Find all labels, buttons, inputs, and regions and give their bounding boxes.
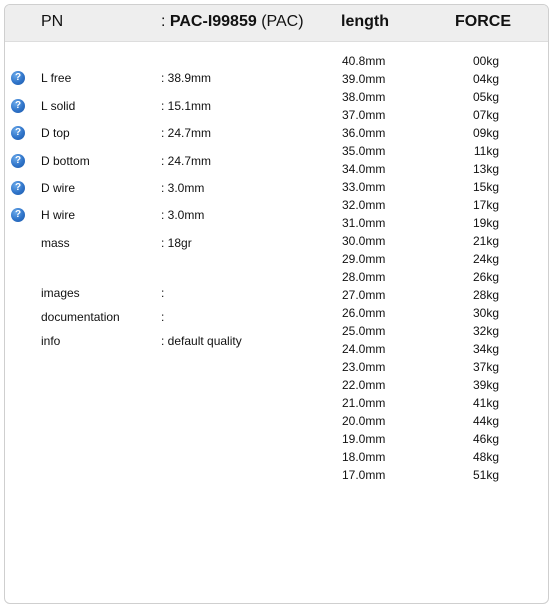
force-value: 32kg [472, 324, 499, 338]
force-row [5, 144, 549, 162]
force-row [5, 360, 549, 378]
spring-detail-panel [4, 4, 549, 604]
property-label: info [41, 334, 61, 348]
force-value: 21kg [472, 234, 499, 248]
force-row [5, 216, 549, 234]
force-value: 44kg [472, 414, 499, 428]
help-icon[interactable]: ? [11, 181, 25, 195]
part-number: PAC-I99859 [169, 13, 257, 30]
property-label: L free [41, 71, 72, 85]
force-value: 39kg [472, 378, 499, 392]
force-row [5, 450, 549, 468]
help-icon[interactable]: ? [11, 208, 25, 222]
length-value: 40.8mm [342, 54, 386, 68]
length-value: 29.0mm [342, 252, 386, 266]
force-row [5, 252, 549, 270]
force-column-header: FORCE [455, 13, 511, 30]
length-value: 26.0mm [342, 306, 386, 320]
help-icon[interactable]: ? [11, 126, 25, 140]
force-value: 48kg [472, 450, 499, 464]
force-value: 46kg [472, 432, 499, 446]
property-value: : [161, 310, 165, 324]
force-row [5, 288, 549, 306]
force-value: 34kg [472, 342, 499, 356]
force-row [5, 126, 549, 144]
length-value: 36.0mm [342, 126, 386, 140]
force-value: 26kg [472, 270, 499, 284]
force-value: 17kg [472, 198, 499, 212]
property-value: : default quality [161, 334, 242, 348]
property-label: mass [41, 236, 70, 250]
help-icon[interactable]: ? [11, 154, 25, 168]
length-value: 33.0mm [342, 180, 386, 194]
length-value: 28.0mm [342, 270, 386, 284]
force-row [5, 270, 549, 288]
force-row [5, 396, 549, 414]
part-suffix: (PAC) [256, 13, 304, 30]
force-row [5, 54, 549, 72]
force-value: 09kg [472, 126, 499, 140]
length-value: 25.0mm [342, 324, 386, 338]
force-value: 28kg [472, 288, 499, 302]
property-value: : 24.7mm [161, 126, 212, 140]
property-label: documentation [41, 310, 120, 324]
force-value: 07kg [472, 108, 499, 122]
force-row [5, 342, 549, 360]
length-value: 34.0mm [342, 162, 386, 176]
help-icon[interactable]: ? [11, 99, 25, 113]
property-label: D wire [41, 181, 76, 195]
force-row [5, 432, 549, 450]
force-row [5, 378, 549, 396]
force-value: 11kg [473, 144, 499, 158]
length-value: 21.0mm [342, 396, 386, 410]
property-label: D top [41, 126, 70, 140]
force-value: 51kg [472, 468, 499, 482]
property-value: : 18gr [161, 236, 192, 250]
force-value: 13kg [472, 162, 499, 176]
length-value: 18.0mm [342, 450, 386, 464]
property-value: : 15.1mm [161, 99, 212, 113]
length-value: 17.0mm [342, 468, 386, 482]
length-value: 32.0mm [342, 198, 386, 212]
part-prefix: : [161, 13, 170, 30]
force-row [5, 108, 549, 126]
length-value: 38.0mm [342, 90, 386, 104]
force-value: 19kg [472, 216, 499, 230]
force-row [5, 162, 549, 180]
property-value: : [161, 286, 165, 300]
property-label: L solid [41, 99, 76, 113]
part-number-heading [161, 13, 304, 31]
force-value: 30kg [472, 306, 499, 320]
force-row [5, 198, 549, 216]
force-row [5, 414, 549, 432]
force-value: 41kg [472, 396, 499, 410]
property-value: : 3.0mm [161, 208, 205, 222]
length-value: 19.0mm [342, 432, 386, 446]
property-value: : 38.9mm [161, 71, 212, 85]
length-value: 30.0mm [342, 234, 386, 248]
force-row [5, 72, 549, 90]
force-row [5, 180, 549, 198]
force-value: 04kg [472, 72, 499, 86]
property-label: D bottom [41, 154, 90, 168]
force-value: 24kg [472, 252, 499, 266]
force-row [5, 324, 549, 342]
force-value: 00kg [472, 54, 499, 68]
pn-label: PN [41, 13, 64, 30]
force-row [5, 468, 549, 486]
property-value: : 3.0mm [161, 181, 205, 195]
length-column-header: length [341, 13, 389, 30]
length-value: 27.0mm [342, 288, 386, 302]
property-label: H wire [41, 208, 76, 222]
force-row [5, 306, 549, 324]
force-value: 05kg [472, 90, 499, 104]
length-value: 20.0mm [342, 414, 386, 428]
force-value: 15kg [472, 180, 499, 194]
force-value: 37kg [472, 360, 499, 374]
length-value: 22.0mm [342, 378, 386, 392]
length-value: 23.0mm [342, 360, 386, 374]
property-label: images [41, 286, 80, 300]
table-header [5, 5, 548, 42]
property-value: : 24.7mm [161, 154, 212, 168]
length-value: 35.0mm [342, 144, 386, 158]
help-icon[interactable]: ? [11, 71, 25, 85]
length-value: 37.0mm [342, 108, 386, 122]
force-row [5, 90, 549, 108]
length-value: 39.0mm [342, 72, 386, 86]
force-row [5, 234, 549, 252]
length-value: 24.0mm [342, 342, 386, 356]
length-value: 31.0mm [342, 216, 386, 230]
